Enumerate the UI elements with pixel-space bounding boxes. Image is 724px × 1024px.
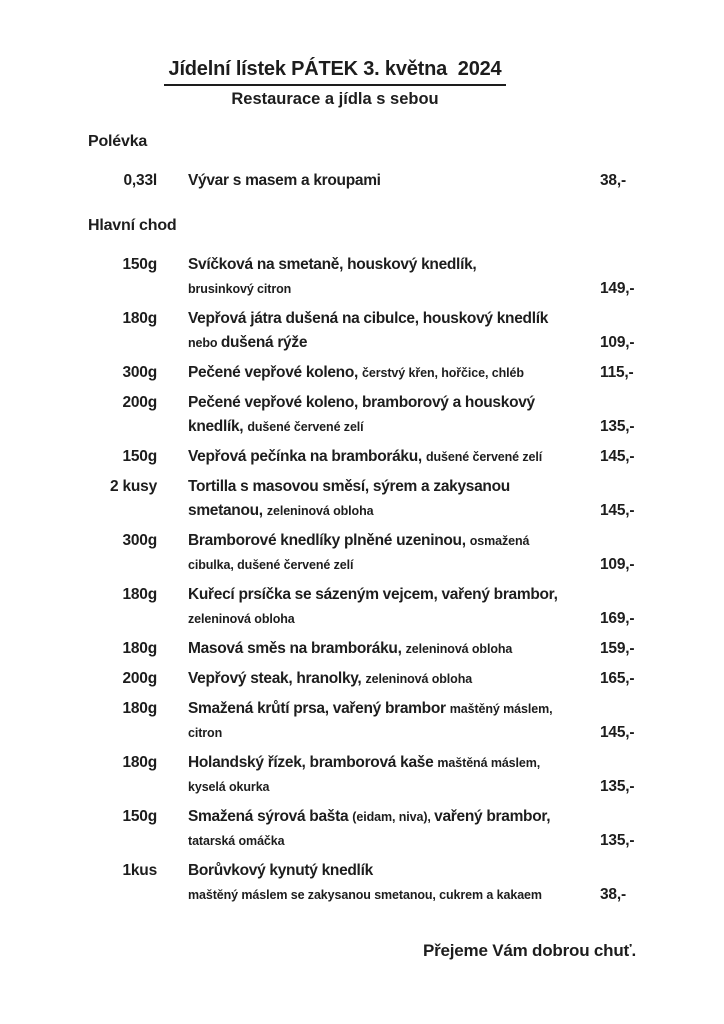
menu-item xyxy=(0,697,724,745)
description-main-text: Bramborové knedlíky plněné uzeninou, xyxy=(188,532,470,549)
description-side-text: maštěný máslem, xyxy=(449,702,553,716)
item-quantity: 1kus xyxy=(122,862,157,879)
item-price: 115,- xyxy=(600,364,634,381)
description-main-text: knedlík, xyxy=(188,418,248,435)
item-quantity: 180g xyxy=(122,754,157,771)
item-price: 145,- xyxy=(600,502,635,519)
item-description xyxy=(188,637,592,661)
description-side-text: cibulka, dušené červené zelí xyxy=(188,558,354,572)
item-price: 159,- xyxy=(600,640,635,657)
item-description xyxy=(188,445,592,469)
item-quantity: 150g xyxy=(122,448,157,465)
menu-item xyxy=(0,361,724,385)
description-side-text: maštěná máslem, xyxy=(437,756,541,770)
description-main-text: smetanou, xyxy=(188,502,267,519)
menu-item xyxy=(0,475,724,523)
menu-item xyxy=(0,637,724,661)
description-side-text: zeleninová obloha xyxy=(266,504,374,518)
item-price: 145,- xyxy=(600,724,635,741)
item-description xyxy=(188,253,592,301)
menu-item xyxy=(0,583,724,631)
item-quantity: 180g xyxy=(122,700,157,717)
section-heading: Polévka xyxy=(88,133,148,150)
menu-item xyxy=(0,667,724,691)
item-price: 109,- xyxy=(600,334,635,351)
description-side-text: maštěný máslem se zakysanou smetanou, cukrem a kakaem xyxy=(188,888,542,902)
item-quantity: 2 kusy xyxy=(109,478,157,495)
description-side-text: dušené červené zelí xyxy=(247,420,364,434)
item-quantity: 200g xyxy=(122,394,157,411)
section-heading: Hlavní chod xyxy=(88,217,177,234)
description-main-text: Smažená sýrová bašta xyxy=(188,808,353,825)
description-side-text: zeleninová obloha xyxy=(405,642,513,656)
menu-sections xyxy=(0,133,724,907)
item-quantity: 300g xyxy=(122,364,157,381)
item-quantity: 150g xyxy=(122,256,157,273)
item-quantity: 180g xyxy=(122,586,157,603)
menu-item xyxy=(0,169,724,193)
page-subtitle: Restaurace a jídla s sebou xyxy=(231,90,439,108)
item-price: 135,- xyxy=(600,418,635,435)
item-price: 145,- xyxy=(600,448,635,465)
description-side-text: dušené červené zelí xyxy=(425,450,543,464)
menu-item xyxy=(0,529,724,577)
description-main-text: Pečené vepřové koleno, bramborový a houskový xyxy=(188,394,535,411)
description-main-text: Kuřecí prsíčka se sázeným vejcem, vařený brambor, xyxy=(188,586,558,603)
description-main-text: vařený brambor, xyxy=(434,808,551,825)
item-description xyxy=(188,667,592,691)
description-side-text: (eidam, niva), xyxy=(352,810,435,824)
item-price: 109,- xyxy=(600,556,635,573)
description-side-text: citron xyxy=(188,726,223,740)
menu-item xyxy=(0,805,724,853)
item-description xyxy=(188,859,592,907)
item-price: 38,- xyxy=(600,886,626,903)
menu-item xyxy=(0,253,724,301)
menu-item xyxy=(0,391,724,439)
item-quantity: 0,33l xyxy=(123,172,157,189)
menu-item xyxy=(0,445,724,469)
item-description xyxy=(188,529,592,577)
item-price: 165,- xyxy=(600,670,635,687)
description-side-text: nebo xyxy=(188,336,221,350)
menu-item xyxy=(0,859,724,907)
item-quantity: 200g xyxy=(122,670,157,687)
description-side-text: brusinkový citron xyxy=(188,282,292,296)
description-main-text: Vepřová pečínka na bramboráku, xyxy=(188,448,426,465)
item-description xyxy=(188,391,592,439)
description-main-text: Vepřová játra dušená na cibulce, houskový knedlík xyxy=(188,310,549,327)
description-main-text: Svíčková na smetaně, houskový knedlík, xyxy=(188,256,477,273)
description-main-text: Masová směs na bramboráku, xyxy=(188,640,406,657)
description-side-text: čerstvý křen, hořčice, chléb xyxy=(362,366,524,380)
item-description xyxy=(188,805,592,853)
description-main-text: Pečené vepřové koleno, xyxy=(188,364,363,381)
item-quantity: 180g xyxy=(122,310,157,327)
item-price: 149,- xyxy=(600,280,635,297)
description-side-text: osmažená xyxy=(469,534,530,548)
menu-item xyxy=(0,307,724,355)
item-description xyxy=(188,751,592,799)
item-description xyxy=(188,169,592,193)
description-main-text: Tortilla s masovou směsí, sýrem a zakysanou xyxy=(188,478,510,495)
description-main-text: Smažená krůtí prsa, vařený brambor xyxy=(188,700,450,717)
menu-item-list xyxy=(0,253,724,907)
description-side-text: zeleninová obloha xyxy=(188,612,295,626)
description-main-text: Vepřový steak, hranolky, xyxy=(188,670,366,687)
item-description xyxy=(188,475,592,523)
menu-item xyxy=(0,751,724,799)
page-title: Jídelní lístek PÁTEK 3. května 2024 xyxy=(164,58,507,86)
item-description xyxy=(188,697,592,745)
description-side-text: tatarská omáčka xyxy=(188,834,285,848)
item-price: 135,- xyxy=(600,778,635,795)
item-price: 38,- xyxy=(600,172,626,189)
item-price: 169,- xyxy=(600,610,635,627)
item-description xyxy=(188,583,592,631)
description-side-text: kyselá okurka xyxy=(188,780,270,794)
description-side-text: zeleninová obloha xyxy=(365,672,473,686)
description-main-text: Borůvkový kynutý knedlík xyxy=(188,862,373,879)
item-price: 135,- xyxy=(600,832,635,849)
item-quantity: 150g xyxy=(122,808,157,825)
menu-item-list xyxy=(0,169,724,193)
item-quantity: 180g xyxy=(122,640,157,657)
item-description xyxy=(188,307,592,355)
description-main-text: Holandský řízek, bramborová kaše xyxy=(188,754,438,771)
item-description xyxy=(188,361,592,385)
description-main-text: Vývar s masem a kroupami xyxy=(188,172,381,189)
footer-note: Přejeme Vám dobrou chuť. xyxy=(422,941,636,960)
description-main-text: dušená rýže xyxy=(220,334,308,351)
item-quantity: 300g xyxy=(122,532,157,549)
menu-header xyxy=(40,58,630,109)
